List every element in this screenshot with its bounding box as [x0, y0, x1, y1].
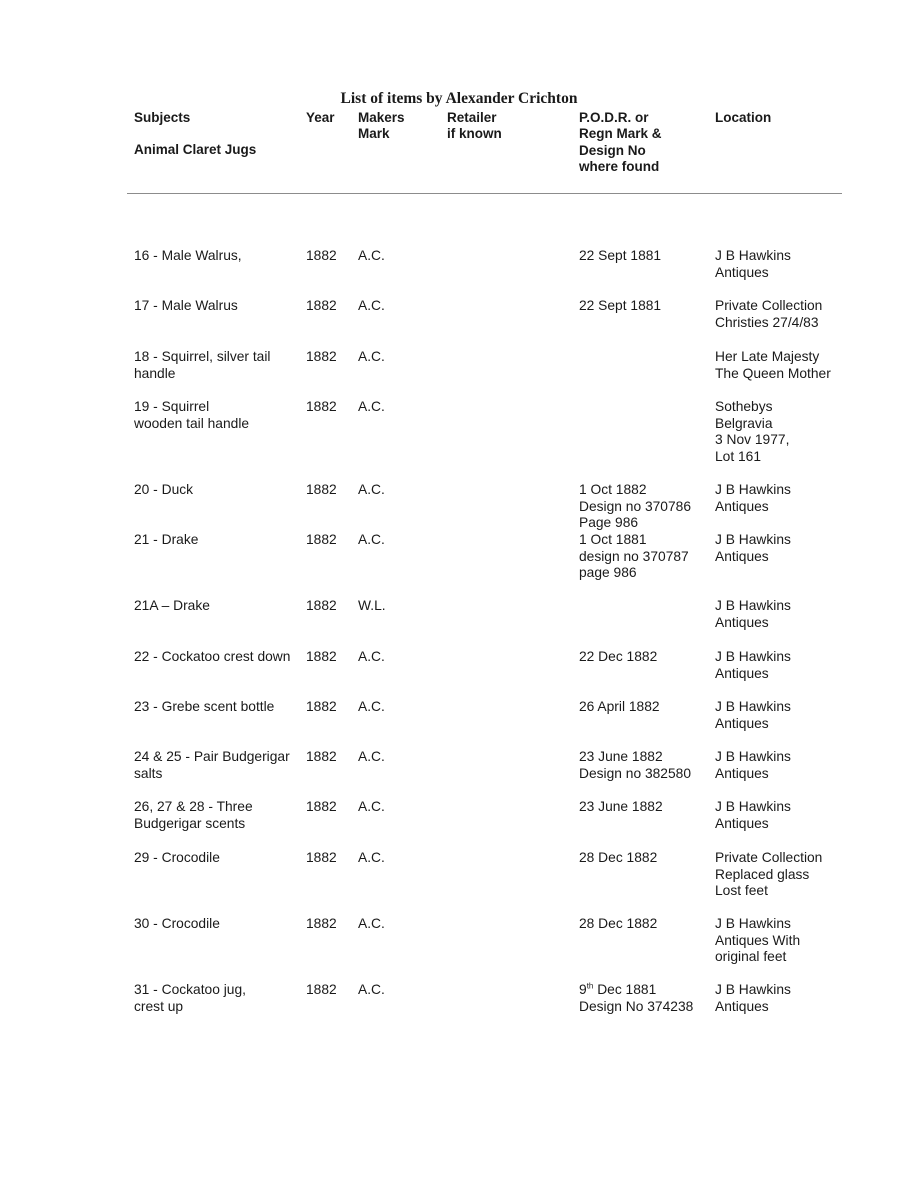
cell-year: 1882	[306, 349, 337, 364]
cell-subject: 16 - Male Walrus,	[134, 248, 242, 263]
cell-location: J B Hawkins Antiques With original feet	[715, 916, 801, 965]
table-row	[0, 916, 918, 976]
podr-day: 9	[579, 982, 587, 997]
cell-location: Sothebys Belgravia 3 Nov 1977, Lot 161	[715, 399, 790, 464]
table-row	[0, 399, 918, 464]
cell-makers-mark: A.C.	[358, 248, 385, 263]
cell-year: 1882	[306, 649, 337, 664]
cell-subject: 24 & 25 - Pair Budgerigar salts	[134, 749, 290, 781]
cell-makers-mark: A.C.	[358, 298, 385, 313]
cell-makers-mark: A.C.	[358, 749, 385, 764]
header-year: Year	[306, 110, 335, 125]
cell-subject: 19 - Squirrel wooden tail handle	[134, 399, 250, 431]
cell-subject: 23 - Grebe scent bottle	[134, 699, 275, 714]
cell-makers-mark: A.C.	[358, 532, 385, 547]
cell-makers-mark: A.C.	[358, 482, 385, 497]
cell-year: 1882	[306, 399, 337, 414]
cell-subject: 17 - Male Walrus	[134, 298, 238, 313]
cell-location: J B Hawkins Antiques	[715, 982, 791, 1014]
cell-year: 1882	[306, 699, 337, 714]
cell-subject: 21A – Drake	[134, 598, 210, 613]
cell-podr: 1 Oct 1881 design no 370787 page 986	[579, 532, 689, 581]
page-title: List of items by Alexander Crichton	[340, 90, 578, 107]
cell-subject: 26, 27 & 28 - Three Budgerigar scents	[134, 799, 253, 831]
cell-makers-mark: W.L.	[358, 598, 386, 613]
cell-podr: 28 Dec 1882	[579, 850, 658, 865]
cell-podr: 23 June 1882	[579, 799, 663, 814]
cell-year: 1882	[306, 799, 337, 814]
cell-year: 1882	[306, 749, 337, 764]
table-row	[0, 850, 918, 910]
header-subjects-subtitle: Animal Claret Jugs	[134, 142, 257, 157]
cell-makers-mark: A.C.	[358, 982, 385, 997]
cell-makers-mark: A.C.	[358, 916, 385, 931]
cell-location: Private Collection Replaced glass Lost feet	[715, 850, 823, 899]
cell-podr: 22 Sept 1881	[579, 298, 662, 313]
cell-podr: 23 June 1882 Design no 382580	[579, 749, 691, 781]
podr-ordinal-suffix: th	[586, 981, 594, 991]
cell-location: J B Hawkins Antiques	[715, 749, 791, 781]
cell-makers-mark: A.C.	[358, 649, 385, 664]
cell-subject: 20 - Duck	[134, 482, 194, 497]
cell-makers-mark: A.C.	[358, 399, 385, 414]
cell-location: J B Hawkins Antiques	[715, 799, 791, 831]
cell-subject: 22 - Cockatoo crest down	[134, 649, 291, 664]
cell-location: J B Hawkins Antiques	[715, 699, 791, 731]
cell-year: 1882	[306, 532, 337, 547]
header-podr: P.O.D.R. or Regn Mark & Design No where found	[579, 110, 662, 175]
cell-year: 1882	[306, 916, 337, 931]
cell-year: 1882	[306, 482, 337, 497]
cell-podr: 28 Dec 1882	[579, 916, 658, 931]
cell-makers-mark: A.C.	[358, 699, 385, 714]
cell-location: Her Late Majesty The Queen Mother	[715, 349, 831, 381]
cell-year: 1882	[306, 598, 337, 613]
table-row	[0, 532, 918, 592]
cell-subject: 30 - Crocodile	[134, 916, 220, 931]
header-location: Location	[715, 110, 772, 125]
cell-year: 1882	[306, 850, 337, 865]
cell-subject: 29 - Crocodile	[134, 850, 220, 865]
header-retailer: Retailer if known	[447, 110, 502, 142]
header-makers-mark: Makers Mark	[358, 110, 405, 142]
cell-location: J B Hawkins Antiques	[715, 248, 791, 280]
cell-location: J B Hawkins Antiques	[715, 532, 791, 564]
header-subjects: Subjects	[134, 110, 191, 125]
cell-location: J B Hawkins Antiques	[715, 649, 791, 681]
cell-makers-mark: A.C.	[358, 349, 385, 364]
cell-year: 1882	[306, 298, 337, 313]
cell-location: Private Collection Christies 27/4/83	[715, 298, 823, 330]
cell-podr: 1 Oct 1882 Design no 370786 Page 986	[579, 482, 691, 531]
cell-makers-mark: A.C.	[358, 850, 385, 865]
cell-podr: 22 Sept 1881	[579, 248, 662, 263]
cell-year: 1882	[306, 248, 337, 263]
cell-podr	[579, 982, 711, 1015]
cell-subject: 18 - Squirrel, silver tail handle	[134, 349, 271, 381]
table-row	[0, 982, 918, 1042]
cell-podr: 22 Dec 1882	[579, 649, 658, 664]
podr-rest: Dec 1881 Design No 374238	[579, 982, 694, 1014]
cell-makers-mark: A.C.	[358, 799, 385, 814]
header-divider	[127, 193, 842, 194]
cell-location: J B Hawkins Antiques	[715, 598, 791, 630]
cell-location: J B Hawkins Antiques	[715, 482, 791, 514]
cell-subject: 21 - Drake	[134, 532, 199, 547]
cell-podr: 26 April 1882	[579, 699, 660, 714]
cell-subject: 31 - Cockatoo jug, crest up	[134, 982, 246, 1014]
cell-year: 1882	[306, 982, 337, 997]
